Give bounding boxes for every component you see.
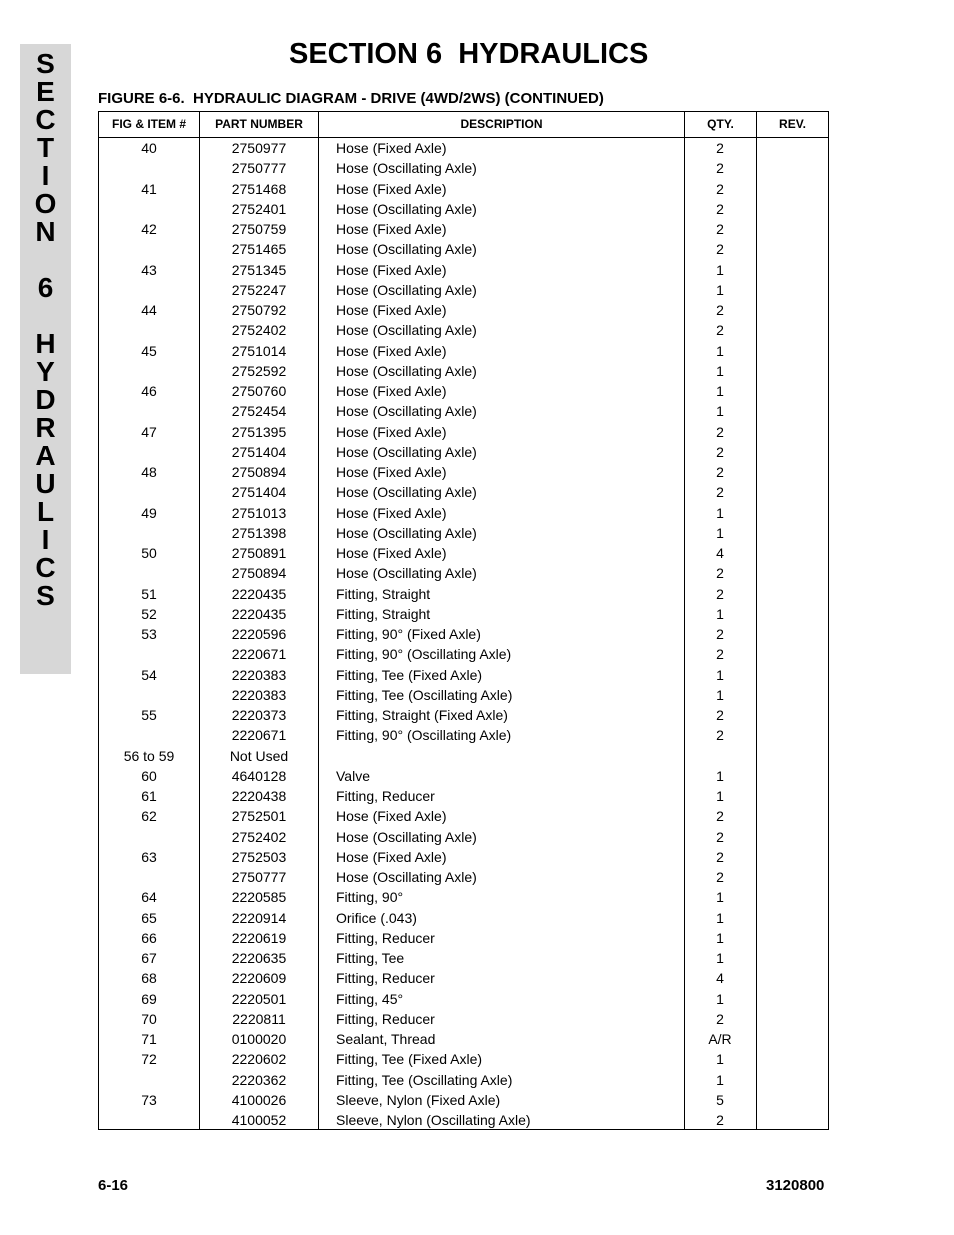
part-number-cell: 2220435 [231,585,287,602]
item-cell: 73 [141,1091,157,1108]
description-cell: Hose (Fixed Axle) [336,545,447,561]
part-number-cell: 2220671 [231,646,287,663]
part-number-cell: 2752501 [231,808,287,825]
part-number-cell: 2752402 [231,322,287,339]
qty-cell: 1 [716,686,724,703]
qty-cell: 2 [716,484,724,501]
qty-cell: 1 [716,909,724,926]
part-number-cell: 2220373 [231,707,287,723]
side-tab-letter: C [35,552,56,583]
section-side-tab [20,44,71,674]
side-tab-letter: 6 [37,272,54,303]
item-cell: 61 [141,788,157,804]
part-number-cell: 2220635 [231,950,287,966]
description-cell: Hose (Oscillating Axle) [336,160,477,177]
description-cell: Hose (Fixed Axle) [336,383,447,399]
side-tab-letter: Y [36,356,55,387]
page-title-text: SECTION 6 HYDRAULICS [289,38,649,70]
part-number-cell: 2752402 [231,828,287,845]
table-row [99,444,828,464]
part-number-cell: 4100052 [231,1112,287,1128]
description-cell: Hose (Fixed Axle) [336,423,447,440]
table-row [99,484,828,504]
item-cell: 55 [141,707,157,723]
description-cell: Hose (Fixed Axle) [336,180,447,197]
qty-cell: 1 [716,281,724,298]
table-row [99,343,828,363]
description-cell: Fitting, Tee (Fixed Axle) [336,666,483,683]
qty-cell: 5 [716,1091,724,1108]
part-number-cell: 2752247 [231,281,287,298]
description-cell: Hose (Fixed Axle) [336,808,447,825]
table-row [99,910,828,930]
item-cell: 41 [141,180,157,197]
table-row [99,646,828,666]
table-row [99,889,828,909]
description-cell: Fitting, 90° (Oscillating Axle) [336,646,512,663]
item-cell: 45 [141,342,157,359]
part-number-cell: 2220435 [231,605,287,622]
side-tab-letter: I [41,160,50,191]
description-cell: Fitting, 45° [336,990,404,1007]
figure-caption: FIGURE 6-6. HYDRAULIC DIAGRAM - DRIVE (4WD/2WS) (CONTINUED) [98,90,604,107]
qty-cell: 4 [716,545,724,561]
description-cell: Hose (Oscillating Axle) [336,281,477,298]
item-cell: 51 [141,585,157,602]
part-number-cell: 2750777 [231,160,287,177]
qty-cell: 2 [716,646,724,663]
description-cell: Fitting, Tee (Fixed Axle) [336,1051,483,1068]
qty-cell: 1 [716,1051,724,1068]
item-cell: 62 [141,808,157,825]
item-cell: 54 [141,666,157,683]
header-divider [99,137,828,138]
description-cell: Hose (Oscillating Axle) [336,484,477,501]
qty-cell: 2 [716,322,724,339]
side-tab-letter: S [36,580,55,611]
table-row [99,525,828,545]
table-row [99,302,828,322]
side-tab-letter: C [35,104,56,135]
part-number-cell: 4100026 [231,1091,287,1108]
part-number-cell: 2220501 [231,990,287,1007]
item-cell: 56 to 59 [123,747,175,764]
qty-cell: 1 [716,990,724,1007]
table-row [99,970,828,990]
side-tab-letter: D [35,384,56,415]
description-cell: Fitting, Reducer [336,1010,435,1027]
description-cell: Hose (Fixed Axle) [336,261,447,278]
side-tab-letter: L [36,496,55,527]
table-row [99,363,828,383]
table-row [99,727,828,747]
part-number-cell: 2750894 [231,464,287,480]
description-cell: Sleeve, Nylon (Oscillating Axle) [336,1112,531,1128]
header-part-number: PART NUMBER [215,117,303,131]
document-number: 3120800 [766,1177,825,1194]
table-row [99,545,828,565]
part-number-cell: 2220383 [231,686,287,703]
description-cell: Hose (Oscillating Axle) [336,565,477,582]
part-number-cell: 2220671 [231,727,287,744]
item-cell: 44 [141,302,157,318]
item-cell: 64 [141,889,157,906]
table-row [99,160,828,180]
part-number-cell: 2750977 [231,140,287,156]
qty-cell: 2 [716,626,724,642]
part-number-cell: 2220585 [231,889,287,906]
description-cell: Fitting, Reducer [336,788,435,804]
table-row [99,565,828,585]
item-cell: 49 [141,504,157,521]
qty-cell: 1 [716,261,724,278]
part-number-cell: 2751013 [231,504,287,521]
table-row [99,140,828,160]
header-rev: REV. [779,117,806,131]
qty-cell: 2 [716,585,724,602]
table-row [99,606,828,626]
description-cell: Hose (Fixed Axle) [336,342,447,359]
part-number-cell: 4640128 [231,767,287,784]
item-cell: 66 [141,929,157,946]
qty-cell: 1 [716,1071,724,1088]
table-row [99,1051,828,1071]
description-cell: Hose (Fixed Axle) [336,140,447,156]
header-item: FIG & ITEM # [111,117,186,131]
table-row [99,667,828,687]
item-cell: 43 [141,261,157,278]
item-cell: 69 [141,990,157,1007]
item-cell: 71 [141,1031,157,1047]
description-cell: Sealant, Thread [336,1031,436,1047]
table-row [99,403,828,423]
qty-cell: 1 [716,788,724,804]
item-cell: 48 [141,464,157,480]
side-tab-letter: U [35,468,56,499]
part-number-cell: 2750777 [231,869,287,885]
qty-cell: 2 [716,180,724,197]
item-cell: 72 [141,1051,157,1068]
table-row [99,950,828,970]
description-cell: Hose (Fixed Axle) [336,848,447,865]
qty-cell: 2 [716,707,724,723]
table-row [99,869,828,889]
item-cell: 46 [141,383,157,399]
description-cell: Fitting, 90° (Oscillating Axle) [336,727,512,744]
part-number-cell: 2751398 [231,524,287,541]
qty-cell: 2 [716,160,724,177]
description-cell: Fitting, Tee (Oscillating Axle) [336,1071,513,1088]
part-number-cell: 2220914 [231,909,287,926]
qty-cell: 1 [716,666,724,683]
qty-cell: 1 [716,889,724,906]
description-cell: Fitting, Reducer [336,929,435,946]
part-number-cell: 2752503 [231,848,287,865]
item-cell: 52 [141,605,157,622]
header-qty: QTY. [707,117,734,131]
part-number-cell: 2750760 [231,383,287,399]
item-cell: 68 [141,970,157,987]
description-cell: Fitting, Reducer [336,970,435,987]
table-row [99,1092,828,1112]
part-number-cell: 2751014 [231,342,287,359]
item-cell: 65 [141,909,157,926]
part-number-cell: 2751395 [231,423,287,440]
table-row [99,687,828,707]
table-row [99,991,828,1011]
table-row [99,626,828,646]
part-number-cell: 2752592 [231,362,287,379]
part-number-cell: 2220438 [231,788,287,804]
description-cell: Hose (Fixed Axle) [336,504,447,521]
part-number-cell: 2751468 [231,180,287,197]
qty-cell: 2 [716,200,724,217]
qty-cell: 4 [716,970,724,987]
table-row [99,1031,828,1051]
table-row [99,464,828,484]
description-cell: Hose (Oscillating Axle) [336,524,477,541]
description-cell: Hose (Oscillating Axle) [336,869,477,885]
part-number-cell: 2751345 [231,261,287,278]
table-row [99,221,828,241]
part-number-cell: Not Used [229,747,289,764]
qty-cell: 2 [716,302,724,318]
item-cell: 40 [141,140,157,156]
qty-cell: 1 [716,383,724,399]
item-cell: 42 [141,221,157,237]
qty-cell: 2 [716,464,724,480]
description-cell: Hose (Fixed Axle) [336,302,447,318]
table-row [99,505,828,525]
description-cell: Hose (Oscillating Axle) [336,241,477,258]
side-tab-letter: I [41,524,50,555]
part-number-cell: 2751404 [231,484,287,501]
item-cell: 60 [141,767,157,784]
table-row [99,849,828,869]
description-cell: Hose (Oscillating Axle) [336,322,477,339]
part-number-cell: 2220609 [231,970,287,987]
description-cell: Hose (Oscillating Axle) [336,200,477,217]
table-row [99,788,828,808]
item-cell: 47 [141,423,157,440]
table-row [99,768,828,788]
item-cell: 70 [141,1010,157,1027]
description-cell: Hose (Fixed Axle) [336,221,447,237]
qty-cell: 2 [716,808,724,825]
table-row [99,383,828,403]
part-number-cell: 2750891 [231,545,287,561]
item-cell: 67 [141,950,157,966]
qty-cell: 1 [716,403,724,420]
description-cell: Fitting, 90° [336,889,404,906]
side-tab-letter: E [36,76,55,107]
table-row [99,424,828,444]
part-number-cell: 2751404 [231,443,287,460]
description-cell: Fitting, Tee (Oscillating Axle) [336,686,513,703]
part-number-cell: 2752454 [231,403,287,420]
item-cell: 50 [141,545,157,561]
qty-cell: 1 [716,929,724,946]
qty-cell: 2 [716,221,724,237]
part-number-cell: 2750894 [231,565,287,582]
description-cell: Orifice (.043) [336,909,417,926]
side-tab-letter: H [35,328,56,359]
part-number-cell: 2220811 [232,1010,286,1027]
description-cell: Hose (Oscillating Axle) [336,443,477,460]
header-description: DESCRIPTION [460,117,543,131]
table-row [99,241,828,261]
qty-cell: 2 [716,828,724,845]
qty-cell: 1 [716,504,724,521]
table-row [99,322,828,342]
qty-cell: 2 [716,241,724,258]
table-row [99,748,828,768]
description-cell: Fitting, Tee [336,950,405,966]
part-number-cell: 2752401 [231,200,287,217]
qty-cell: 2 [716,565,724,582]
qty-cell: 1 [716,950,724,966]
qty-cell: 2 [716,848,724,865]
qty-cell: 2 [716,869,724,885]
part-number-cell: 0100020 [231,1031,287,1047]
table-row [99,282,828,302]
page-number: 6-16 [98,1177,129,1194]
qty-cell: 2 [716,423,724,440]
qty-cell: 2 [716,727,724,744]
qty-cell: 2 [716,1010,724,1027]
table-row [99,1112,828,1132]
table-row [99,1011,828,1031]
qty-cell: 1 [716,524,724,541]
part-number-cell: 2220383 [231,666,287,683]
side-tab-letter: O [34,188,57,219]
qty-cell: 2 [716,140,724,156]
qty-cell: 2 [716,1112,724,1128]
description-cell: Hose (Oscillating Axle) [336,362,477,379]
item-cell: 63 [141,848,157,865]
table-body [99,140,828,1132]
qty-cell: 1 [716,767,724,784]
qty-cell: 1 [716,362,724,379]
side-tab-letter: N [35,216,56,247]
side-tab-letters [20,50,71,610]
table-row [99,262,828,282]
qty-cell: 2 [716,443,724,460]
side-tab-letter: S [36,48,55,79]
table-row [99,829,828,849]
part-number-cell: 2220362 [231,1071,287,1088]
part-number-cell: 2750759 [231,221,287,237]
part-number-cell: 2220596 [231,626,287,642]
table-row [99,201,828,221]
item-cell: 53 [141,626,157,642]
table-row [99,586,828,606]
description-cell: Fitting, Straight [336,605,431,622]
qty-cell: 1 [716,342,724,359]
part-number-cell: 2750792 [231,302,287,318]
side-tab-letter: T [36,132,55,163]
description-cell: Valve [336,767,370,784]
description-cell: Fitting, 90° (Fixed Axle) [336,626,481,642]
qty-cell: A/R [708,1031,732,1047]
table-row [99,181,828,201]
part-number-cell: 2220602 [231,1051,287,1068]
description-cell: Hose (Fixed Axle) [336,464,447,480]
part-number-cell: 2220619 [231,929,287,946]
table-row [99,707,828,727]
side-tab-letter: R [35,412,56,443]
description-cell: Fitting, Straight [336,585,431,602]
description-cell: Sleeve, Nylon (Fixed Axle) [336,1091,501,1108]
description-cell: Hose (Oscillating Axle) [336,403,477,420]
table-row [99,1072,828,1092]
parts-table [98,111,829,1130]
table-row [99,808,828,828]
table-row [99,930,828,950]
qty-cell: 1 [716,605,724,622]
description-cell: Fitting, Straight (Fixed Axle) [336,707,508,723]
part-number-cell: 2751465 [231,241,287,258]
side-tab-letter: A [35,440,56,471]
description-cell: Hose (Oscillating Axle) [336,828,477,845]
